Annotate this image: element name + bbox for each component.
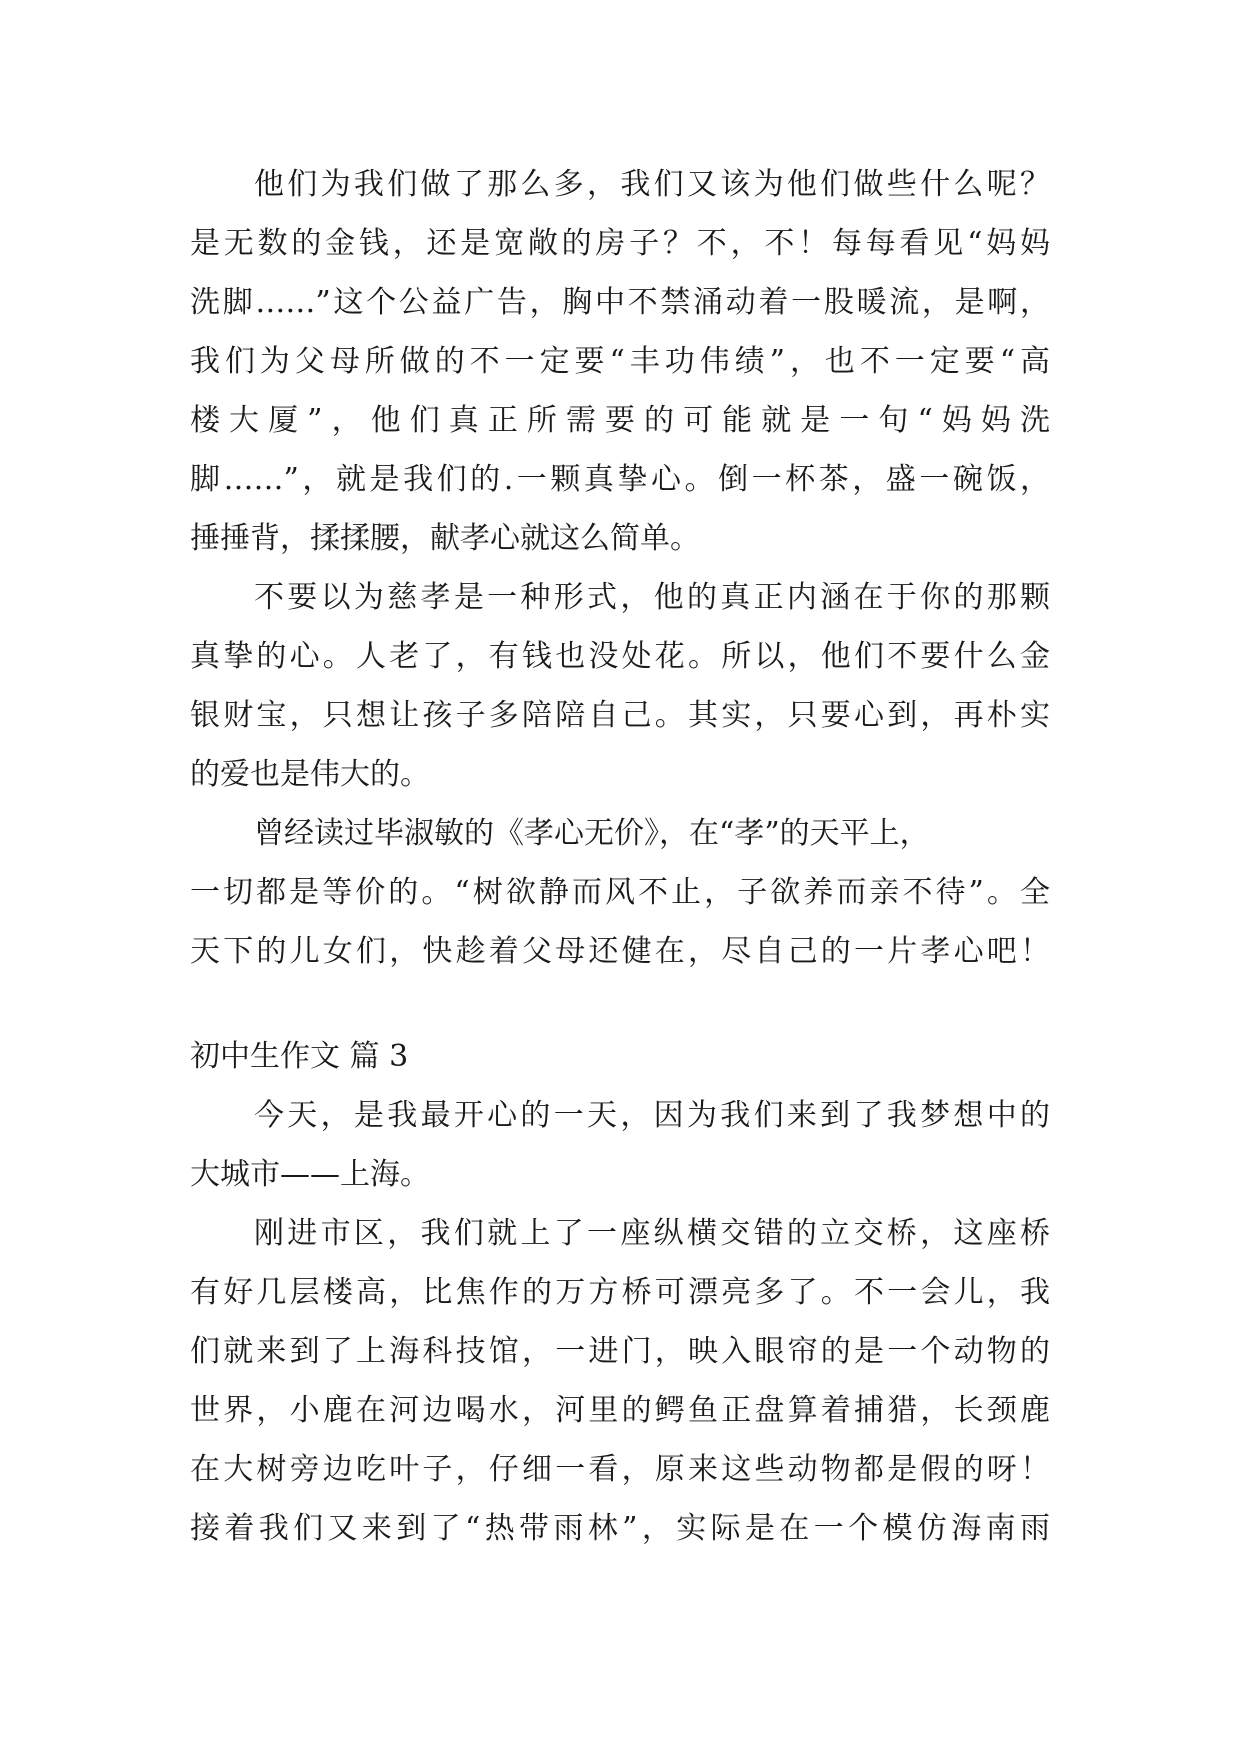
text-line: 一切都是等价的。“树欲静而风不止，子欲养而亲不待”。全 — [190, 875, 1050, 910]
text-line: 真挚的心。人老了，有钱也没处花。所以，他们不要什么金 — [190, 639, 1050, 674]
text-line: 今天，是我最开心的一天，因为我们来到了我梦想中的 — [254, 1098, 1050, 1133]
text-line: 不要以为慈孝是一种形式，他的真正内涵在于你的那颗 — [254, 580, 1050, 615]
text-line: 捶捶背，揉揉腰，献孝心就这么简单。 — [190, 521, 700, 556]
text-line: 脚……”，就是我们的.一颗真挚心。倒一杯茶，盛一碗饭， — [190, 462, 1050, 497]
text-line: 刚进市区，我们就上了一座纵横交错的立交桥，这座桥 — [254, 1216, 1050, 1251]
text-line: 银财宝，只想让孩子多陪陪自己。其实，只要心到，再朴实 — [190, 698, 1050, 733]
text-line: 曾经读过毕淑敏的《孝心无价》，在“孝”的天平上， — [254, 816, 930, 851]
text-line: 世界，小鹿在河边喝水，河里的鳄鱼正盘算着捕猎，长颈鹿 — [190, 1393, 1050, 1428]
text-line: 大城市——上海。 — [190, 1157, 430, 1192]
text-line: 有好几层楼高，比焦作的万方桥可漂亮多了。不一会儿，我 — [190, 1275, 1050, 1310]
text-line: 天下的儿女们，快趁着父母还健在，尽自己的一片孝心吧！ — [190, 934, 1050, 969]
text-line: 是无数的金钱，还是宽敞的房子？不，不！每每看见“妈妈 — [190, 226, 1050, 261]
text-line: 的爱也是伟大的。 — [190, 757, 430, 792]
text-line: 我们为父母所做的不一定要“丰功伟绩”，也不一定要“高 — [190, 344, 1050, 379]
text-line: 楼大厦”，他们真正所需要的可能就是一句“妈妈洗 — [190, 403, 1050, 438]
section-heading: 初中生作文 篇 3 — [190, 1039, 409, 1074]
text-line: 们就来到了上海科技馆，一进门，映入眼帘的是一个动物的 — [190, 1334, 1050, 1369]
text-line: 接着我们又来到了“热带雨林”，实际是在一个模仿海南雨 — [190, 1511, 1050, 1546]
text-line: 洗脚……”这个公益广告，胸中不禁涌动着一股暖流，是啊， — [190, 285, 1050, 320]
text-line: 他们为我们做了那么多，我们又该为他们做些什么呢？ — [254, 167, 1050, 202]
text-line: 在大树旁边吃叶子，仔细一看，原来这些动物都是假的呀！ — [190, 1452, 1050, 1487]
